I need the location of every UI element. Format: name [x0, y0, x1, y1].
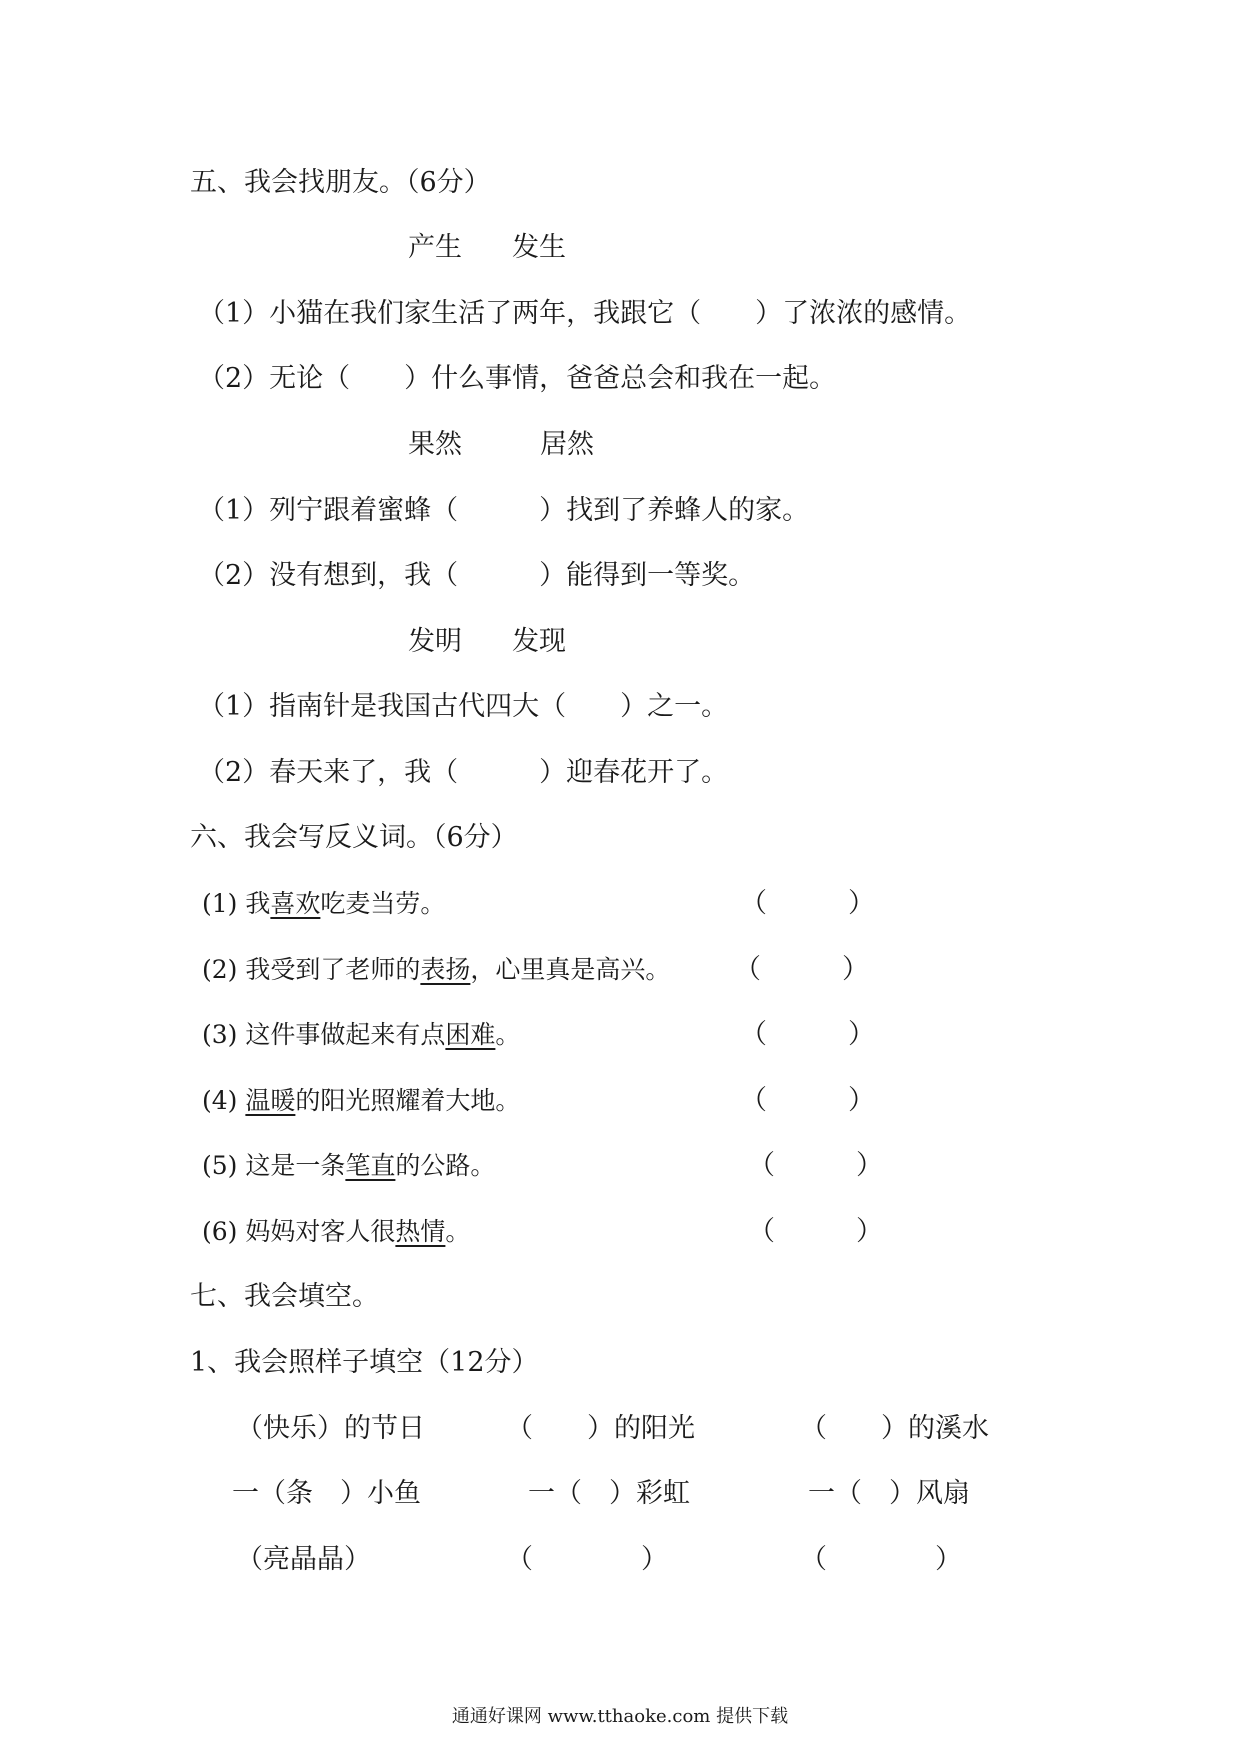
sentence-text: 我: [245, 889, 271, 918]
answer-blank: （ ）: [740, 1085, 875, 1116]
item-number: (3): [202, 1020, 238, 1049]
target-word: 温暖: [245, 1086, 296, 1115]
sentence-text: 我受到了老师的: [245, 955, 421, 984]
fill-item: 一（ ）风扇: [808, 1478, 970, 1509]
sentence-text: ，心里真是高兴。: [470, 955, 671, 984]
antonym-item: [202, 953, 670, 987]
word-option: 产生: [408, 232, 462, 263]
item-number: (1): [202, 889, 238, 918]
word-option: 居然: [540, 429, 594, 460]
fill-item: （快乐）的节日: [236, 1413, 425, 1444]
target-word: 热情: [395, 1217, 446, 1246]
item-number: (4): [202, 1086, 238, 1115]
fill-item: （ ）: [506, 1544, 668, 1575]
word-option: 果然: [408, 429, 462, 460]
sentence-text: 妈妈对客人很: [245, 1217, 396, 1246]
section-7-title: 七、我会填空。: [190, 1281, 379, 1312]
fill-item: 一（ ）彩虹: [528, 1478, 690, 1509]
sentence-text: 的公路。: [395, 1151, 496, 1180]
target-word: 困难: [445, 1020, 496, 1049]
antonym-item: [202, 1149, 495, 1183]
word-option: 发现: [512, 626, 566, 657]
answer-blank: （ ）: [734, 954, 869, 985]
answer-blank: （ ）: [748, 1150, 883, 1181]
subsection-title: 1、我会照样子填空（12分）: [190, 1347, 539, 1378]
sentence-text: 。: [495, 1020, 521, 1049]
antonym-item: [202, 1018, 520, 1052]
sentence-text: 。: [445, 1217, 471, 1246]
question-line: （1）小猫在我们家生活了两年，我跟它（ ）了浓浓的感情。: [198, 298, 972, 329]
word-option: 发生: [512, 232, 566, 263]
fill-item: （亮晶晶）: [236, 1544, 371, 1575]
target-word: 表扬: [420, 955, 471, 984]
question-line: （1）列宁跟着蜜蜂（ ）找到了养蜂人的家。: [198, 495, 810, 526]
target-word: 笔直: [345, 1151, 396, 1180]
question-line: （2）无论（ ）什么事情，爸爸总会和我在一起。: [198, 363, 837, 394]
fill-item: （ ）: [800, 1544, 962, 1575]
item-number: (5): [202, 1151, 238, 1180]
antonym-item: [202, 887, 445, 921]
question-line: （2）春天来了，我（ ）迎春花开了。: [198, 757, 729, 788]
sentence-text: 这件事做起来有点: [245, 1020, 446, 1049]
fill-item: 一（条 ）小鱼: [232, 1478, 421, 1509]
page-footer: 通通好课网 www.tthaoke.com 提供下载: [451, 1706, 789, 1727]
question-line: （2）没有想到，我（ ）能得到一等奖。: [198, 560, 756, 591]
sentence-text: 这是一条: [245, 1151, 346, 1180]
section-5-title: 五、我会找朋友。（6分）: [190, 167, 491, 198]
answer-blank: （ ）: [740, 1019, 875, 1050]
word-option: 发明: [408, 626, 462, 657]
item-number: (2): [202, 955, 238, 984]
antonym-item: [202, 1084, 520, 1118]
answer-blank: （ ）: [748, 1216, 883, 1247]
answer-blank: （ ）: [740, 888, 875, 919]
fill-item: （ ）的溪水: [800, 1413, 989, 1444]
sentence-text: 的阳光照耀着大地。: [295, 1086, 521, 1115]
antonym-item: [202, 1215, 470, 1249]
item-number: (6): [202, 1217, 238, 1246]
fill-item: （ ）的阳光: [506, 1413, 695, 1444]
section-6-title: 六、我会写反义词。（6分）: [190, 822, 518, 853]
target-word: 喜欢: [270, 889, 321, 918]
sentence-text: 吃麦当劳。: [320, 889, 446, 918]
question-line: （1）指南针是我国古代四大（ ）之一。: [198, 691, 729, 722]
